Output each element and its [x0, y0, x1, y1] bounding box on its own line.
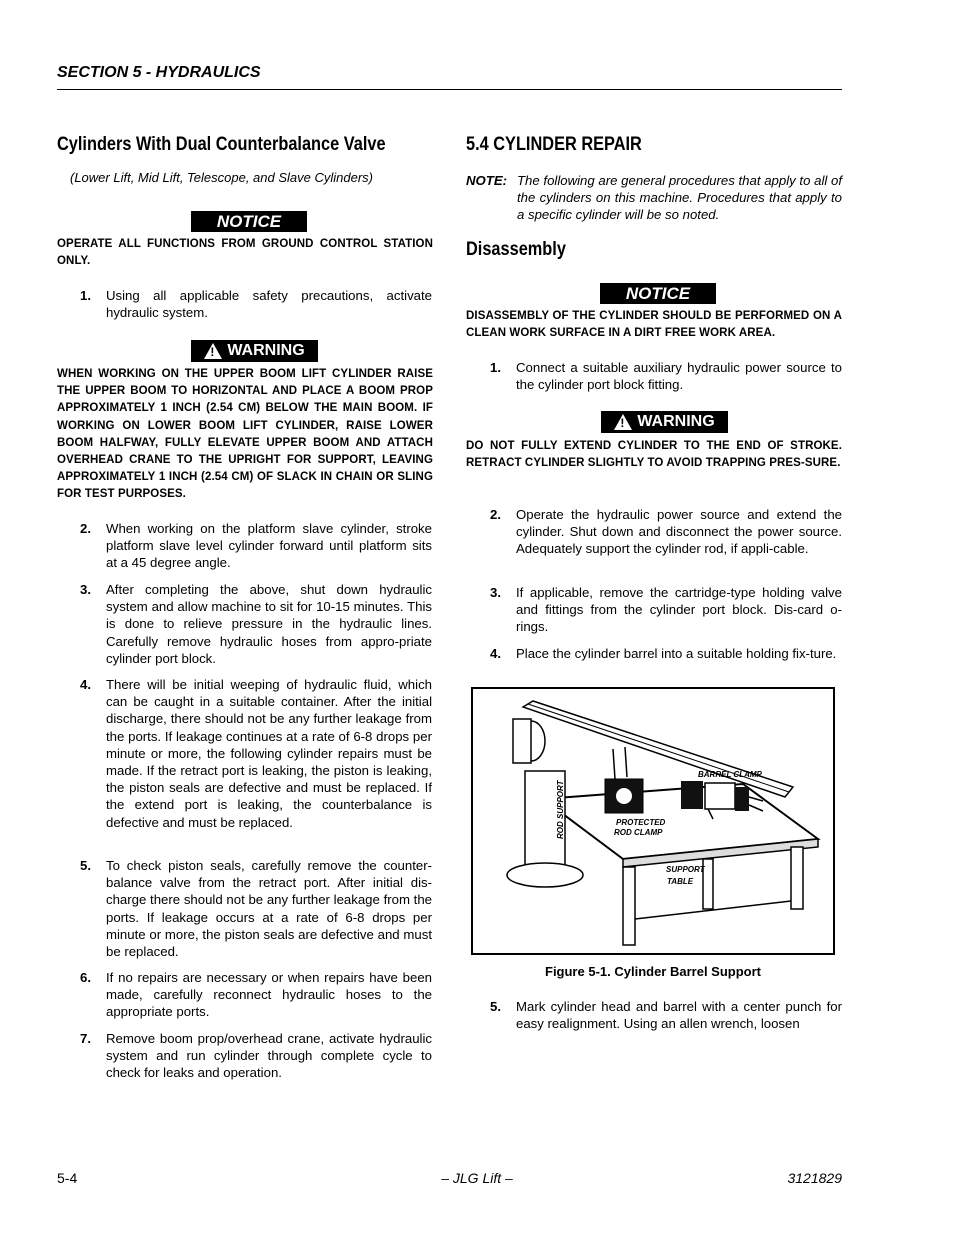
- left-step-6: [80, 969, 432, 1025]
- warning-text-left: WHEN WORKING ON THE UPPER BOOM LIFT CYLINDER RAISE THE UPPER BOOM TO HORIZONTAL AND PLACE A BOOM PROP APPROXIMATELY 1 INCH (2.54 CM) BELOW THE MAIN BOOM. IF WORKING ON LOWER BOOM LIFT CYLINDER, RAISE LOWER BOOM HALFWAY, FULLY ELEVATE UPPER BOOM AND ATTACH OVERHEAD CRANE TO THE UPRIGHT FOR SUPPORT, LEAVING APPROXIMATELY 1 INCH (2.54 CM) OF SLACK IN CHAIN OR SLING FOR TEST PURPOSES.: [57, 368, 433, 501]
- notice-label-left: NOTICE: [191, 211, 307, 232]
- step-text: Using all applicable safety precautions, activate hydraulic system.: [106, 288, 432, 321]
- warning-label-left: WARNING: [227, 342, 305, 359]
- step-text: If no repairs are necessary or when repairs have been made, carefully reconnect hydraulic hoses to the appropriate ports.: [106, 970, 432, 1020]
- fig-label-table: TABLE: [667, 877, 694, 886]
- step-text: When working on the platform slave cylinder, stroke platform slave level cylinder forward until platform sits at a 45 degree angle.: [106, 521, 432, 571]
- right-step-2: [490, 506, 842, 578]
- left-step-2: [80, 520, 432, 576]
- left-subtitle: (Lower Lift, Mid Lift, Telescope, and Slave Cylinders): [70, 170, 373, 185]
- warning-label-right: WARNING: [637, 413, 715, 430]
- warning-triangle-icon: [204, 343, 222, 359]
- warning-triangle-icon: [614, 414, 632, 430]
- step-number: 4.: [490, 646, 501, 661]
- notice-text-right: DISASSEMBLY OF THE CYLINDER SHOULD BE PERFORMED ON A CLEAN WORK SURFACE IN A DIRT FREE WORK AREA.: [466, 310, 842, 340]
- step-text: To check piston seals, carefully remove the counter-balance valve from the retract port. After initial dis-charge there should not be any further leakage from the ports. If leakage occurs at a rate of 6-8 drops per minute or more, the piston seals are defective and must be replaced.: [106, 858, 432, 960]
- step-number: 2.: [490, 507, 501, 522]
- disassembly-heading: Disassembly: [466, 239, 566, 260]
- step-number: 3.: [490, 585, 501, 600]
- footer-doc-number: 3121829: [787, 1170, 842, 1186]
- step-text: There will be initial weeping of hydraulic fluid, which can be caught in a suitable container. After the initial discharge, there should not be any further leakage from the ports. If leakage continues at a rate of 6-8 drops per minute or more, the following cylinder repairs must be made. If the retract port is leaking, the piston is leaking, the piston seals are defective and must be replaced. If the extend port is leaking, the counterbalance is defective and must be replaced.: [106, 677, 432, 830]
- step-number: 5.: [490, 999, 501, 1014]
- step-text: Place the cylinder barrel into a suitable holding fix-ture.: [516, 646, 837, 661]
- warning-text-right: DO NOT FULLY EXTEND CYLINDER TO THE END OF STROKE. RETRACT CYLINDER SLIGHTLY TO AVOID TRAPPING PRES-SURE.: [466, 440, 842, 470]
- figure-caption: Figure 5-1. Cylinder Barrel Support: [545, 964, 761, 979]
- fig-label-protected: PROTECTED: [616, 818, 666, 827]
- step-number: 3.: [80, 582, 91, 597]
- note-block: [466, 172, 842, 226]
- right-step-4: [490, 645, 842, 685]
- fig-label-rod-clamp: ROD CLAMP: [614, 828, 663, 837]
- left-step-1: [80, 287, 432, 327]
- footer-brand: – JLG Lift –: [441, 1170, 513, 1186]
- warning-banner-right: [601, 411, 728, 433]
- step-text: Connect a suitable auxiliary hydraulic power source to the cylinder port block fitting.: [516, 360, 842, 393]
- step-number: 1.: [490, 360, 501, 375]
- notice-label-right: NOTICE: [600, 283, 716, 304]
- left-heading: Cylinders With Dual Counterbalance Valve: [57, 134, 386, 155]
- figure-frame: [471, 687, 835, 955]
- right-step-5: [490, 998, 842, 1038]
- step-text: After completing the above, shut down hydraulic system and allow machine to sit for 10-15 minutes. This is done to relieve pressure in the hydraulic lines. Carefully remove hydraulic hoses from appro-priate cylinder port block.: [106, 582, 432, 666]
- step-text: Mark cylinder head and barrel with a center punch for easy realignment. Using an allen wrench, loosen: [516, 999, 842, 1032]
- left-step-3: [80, 581, 432, 671]
- cylinder-barrel-support-illustration: [473, 689, 833, 953]
- note-label: NOTE:: [466, 173, 508, 188]
- notice-text-left: OPERATE ALL FUNCTIONS FROM GROUND CONTROL STATION ONLY.: [57, 238, 433, 268]
- section-header: SECTION 5 - HYDRAULICS: [57, 64, 261, 81]
- step-text: If applicable, remove the cartridge-type holding valve and fittings from the cylinder port block. Dis-card o-rings.: [516, 585, 842, 635]
- warning-banner-left: [191, 340, 318, 362]
- fig-label-rod-support: ROD SUPPORT: [556, 780, 565, 839]
- step-number: 6.: [80, 970, 91, 985]
- step-number: 5.: [80, 858, 91, 873]
- left-step-7: [80, 1030, 432, 1086]
- step-number: 1.: [80, 288, 91, 303]
- right-step-3: [490, 584, 842, 640]
- right-heading: 5.4 CYLINDER REPAIR: [466, 134, 642, 155]
- step-number: 7.: [80, 1031, 91, 1046]
- note-text: The following are general procedures that apply to all of the cylinders on this machine. Procedures that apply to a specific cylinder will be so noted.: [517, 173, 842, 222]
- right-step-1: [490, 359, 842, 399]
- fig-label-barrel-clamp: BARREL CLAMP: [698, 770, 762, 779]
- step-number: 4.: [80, 677, 91, 692]
- step-number: 2.: [80, 521, 91, 536]
- left-step-4: [80, 676, 432, 852]
- step-text: Operate the hydraulic power source and extend the cylinder. Shut down and disconnect the power source. Adequately support the cylinder rod, if appli-cable.: [516, 507, 842, 557]
- header-rule: [57, 89, 842, 90]
- footer-page-number: 5-4: [57, 1170, 78, 1186]
- fig-label-support: SUPPORT: [666, 865, 705, 874]
- step-text: Remove boom prop/overhead crane, activate hydraulic system and run cylinder through complete cycle to check for leaks and operation.: [106, 1031, 432, 1081]
- left-step-5: [80, 857, 432, 963]
